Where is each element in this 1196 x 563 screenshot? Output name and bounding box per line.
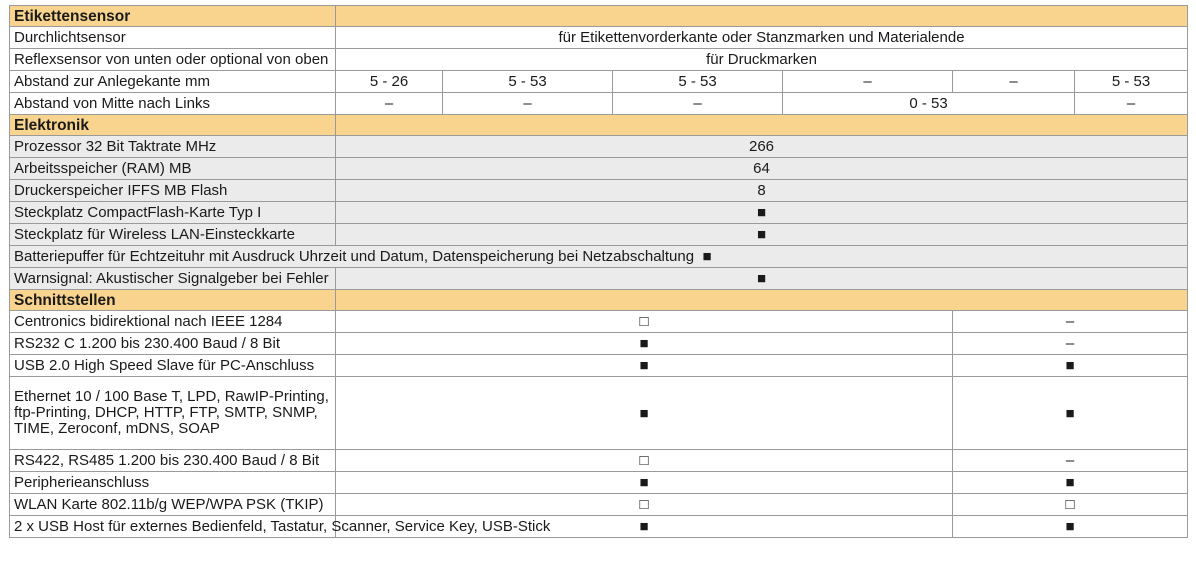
row-durchlichtsensor	[10, 27, 1188, 49]
filled-square-icon: ■	[953, 355, 1188, 377]
filled-square-icon: ■	[336, 377, 953, 450]
empty-square-icon: □	[336, 450, 953, 472]
spec-table	[9, 5, 1188, 538]
row-centronics	[10, 311, 1188, 333]
filled-square-icon: ■	[953, 516, 1188, 538]
row-label: RS232 C 1.200 bis 230.400 Baud / 8 Bit	[10, 333, 336, 355]
row-label: USB 2.0 High Speed Slave für PC-Anschluss	[10, 355, 336, 377]
row-value: 5 - 53	[443, 71, 613, 93]
empty-square-icon: □	[953, 494, 1188, 516]
row-label: Steckplatz für Wireless LAN-Einsteckkarte	[10, 224, 336, 246]
row-rs422	[10, 450, 1188, 472]
row-value: –	[783, 71, 953, 93]
filled-square-icon: ■	[702, 248, 712, 265]
row-label: Reflexsensor von unten oder optional von oben	[10, 49, 336, 71]
row-label: Steckplatz CompactFlash-Karte Typ I	[10, 202, 336, 224]
filled-square-icon: ■	[336, 224, 1188, 246]
filled-square-icon: ■	[336, 472, 953, 494]
row-value: –	[336, 93, 443, 115]
row-label: Abstand von Mitte nach Links	[10, 93, 336, 115]
row-value: für Etikettenvorderkante oder Stanzmarken und Materialende	[336, 27, 1188, 49]
row-wlan-steckplatz	[10, 224, 1188, 246]
row-warnsignal	[10, 268, 1188, 290]
row-wlan-karte	[10, 494, 1188, 516]
row-rs232	[10, 333, 1188, 355]
row-label-with-value	[10, 246, 1188, 268]
row-value: –	[613, 93, 783, 115]
filled-square-icon: ■	[953, 377, 1188, 450]
row-usb	[10, 355, 1188, 377]
row-value: 5 - 53	[1075, 71, 1188, 93]
row-label: Druckerspeicher IFFS MB Flash	[10, 180, 336, 202]
row-label: Ethernet 10 / 100 Base T, LPD, RawIP-Printing, ftp-Printing, DHCP, HTTP, FTP, SMTP, SNMP, TIME, Zeroconf, mDNS, SOAP	[10, 377, 336, 450]
row-abstand-anlegekante	[10, 71, 1188, 93]
section-title: Elektronik	[10, 115, 336, 136]
row-label: Durchlichtsensor	[10, 27, 336, 49]
dash-value: –	[953, 311, 1188, 333]
filled-square-icon: ■	[336, 355, 953, 377]
row-iffs	[10, 180, 1188, 202]
filled-square-icon: ■	[336, 333, 953, 355]
row-usb-host	[10, 516, 1188, 538]
row-peripherie	[10, 472, 1188, 494]
section-etikettensensor	[10, 6, 1188, 27]
row-label: Peripherieanschluss	[10, 472, 336, 494]
section-elektronik	[10, 115, 1188, 136]
dash-value: –	[953, 333, 1188, 355]
row-label: Batteriepuffer für Echtzeituhr mit Ausdruck Uhrzeit und Datum, Datenspeicherung bei Netzabschaltung	[14, 248, 695, 265]
row-label: RS422, RS485 1.200 bis 230.400 Baud / 8 Bit	[10, 450, 336, 472]
section-title: Etikettensensor	[10, 6, 336, 27]
dash-value: –	[953, 450, 1188, 472]
row-value: 266	[336, 136, 1188, 158]
row-label: Abstand zur Anlegekante mm	[10, 71, 336, 93]
row-value: für Druckmarken	[336, 49, 1188, 71]
row-label: WLAN Karte 802.11b/g WEP/WPA PSK (TKIP)	[10, 494, 336, 516]
row-value: 5 - 53	[613, 71, 783, 93]
row-reflexsensor	[10, 49, 1188, 71]
row-compactflash	[10, 202, 1188, 224]
section-schnittstellen	[10, 290, 1188, 311]
filled-square-icon: ■	[953, 472, 1188, 494]
row-value: 0 - 53	[783, 93, 1075, 115]
filled-square-icon: ■	[336, 202, 1188, 224]
row-label: Arbeitsspeicher (RAM) MB	[10, 158, 336, 180]
row-value: –	[443, 93, 613, 115]
empty-square-icon: □	[336, 494, 953, 516]
row-value: –	[953, 71, 1075, 93]
row-prozessor	[10, 136, 1188, 158]
row-abstand-mitte	[10, 93, 1188, 115]
empty-square-icon: □	[336, 311, 953, 333]
row-label: Prozessor 32 Bit Taktrate MHz	[10, 136, 336, 158]
row-value: –	[1075, 93, 1188, 115]
row-value: 64	[336, 158, 1188, 180]
row-label: Warnsignal: Akustischer Signalgeber bei Fehler	[10, 268, 336, 290]
row-ram	[10, 158, 1188, 180]
row-ethernet	[10, 377, 1188, 450]
row-label: 2 x USB Host für externes Bedienfeld, Tastatur, Scanner, Service Key, USB-Stick	[10, 516, 336, 538]
row-value: 8	[336, 180, 1188, 202]
filled-square-icon: ■	[336, 516, 953, 538]
row-value: 5 - 26	[336, 71, 443, 93]
section-title: Schnittstellen	[10, 290, 336, 311]
filled-square-icon: ■	[336, 268, 1188, 290]
row-label: Centronics bidirektional nach IEEE 1284	[10, 311, 336, 333]
row-batteriepuffer	[10, 246, 1188, 268]
